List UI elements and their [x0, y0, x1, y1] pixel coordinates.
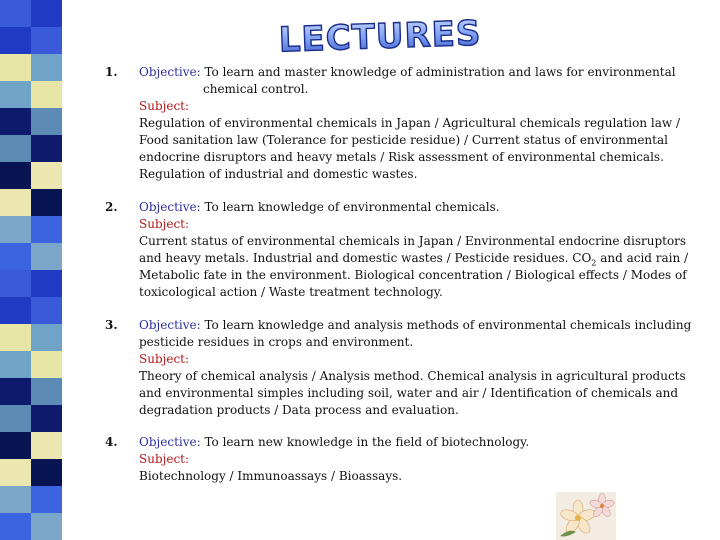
strip-cell: [31, 513, 62, 540]
subject-line-co2: [139, 250, 689, 267]
objective-label: Objective:: [139, 318, 201, 332]
objective-label: Objective:: [139, 435, 201, 449]
subject-line: and environmental simples including soil, water and air / Identification of chemicals and: [139, 386, 679, 400]
strip-cell: [31, 0, 62, 27]
strip-cell: [31, 378, 62, 405]
objective-text: To learn knowledge and analysis methods of environmental chemicals including: [204, 318, 692, 332]
strip-cell: [31, 459, 62, 486]
lecture-number: 3.: [105, 318, 118, 332]
lecture-number: 4.: [105, 435, 118, 449]
strip-cell: [0, 378, 31, 405]
strip-cell: [31, 243, 62, 270]
decorative-strip: [0, 0, 62, 540]
subject-label: Subject:: [139, 99, 190, 113]
strip-cell: [0, 432, 31, 459]
lectures-title-text: LECTURES: [278, 13, 483, 61]
strip-cell: [31, 432, 62, 459]
strip-cell: [31, 216, 62, 243]
strip-cell: [0, 243, 31, 270]
lecture-number: 1.: [105, 65, 118, 79]
strip-cell: [0, 0, 31, 27]
objective-label: Objective:: [139, 65, 201, 79]
strip-cell: [31, 297, 62, 324]
strip-cell: [0, 27, 31, 54]
strip-cell: [0, 54, 31, 81]
strip-cell: [31, 324, 62, 351]
strip-cell: [0, 405, 31, 432]
subject-label: Subject:: [139, 352, 190, 366]
strip-cell: [31, 270, 62, 297]
strip-cell: [0, 81, 31, 108]
strip-cell: [0, 270, 31, 297]
strip-cell: [31, 405, 62, 432]
strip-cell: [31, 135, 62, 162]
objective-label: Objective:: [139, 200, 201, 214]
strip-cell: [0, 216, 31, 243]
subject-line-text: and heavy metals. Industrial and domestic wastes / Pesticide residues. CO: [139, 251, 592, 265]
strip-cell: [0, 162, 31, 189]
subject-line: Regulation of environmental chemicals in Japan / Agricultural chemicals regulation law /: [139, 116, 681, 130]
strip-cell: [0, 486, 31, 513]
objective-text-cont: pesticide residues in crops and environment.: [139, 335, 414, 349]
objective-text-cont: chemical control.: [203, 82, 309, 96]
strip-cell: [0, 513, 31, 540]
subject-line-tail: and acid rain /: [596, 251, 689, 265]
co2-subscript: 2: [591, 258, 597, 268]
subject-line: endocrine disruptors and heavy metals / Risk assessment of environmental chemicals.: [139, 150, 664, 164]
strip-cell: [31, 54, 62, 81]
strip-cell: [31, 351, 62, 378]
objective-text: To learn and master knowledge of administration and laws for environmental: [204, 65, 676, 79]
strip-cell: [0, 324, 31, 351]
strip-cell: [31, 189, 62, 216]
strip-cell: [31, 81, 62, 108]
strip-cell: [31, 162, 62, 189]
subject-line: Regulation of industrial and domestic wastes.: [139, 167, 418, 181]
subject-line: toxicological action / Waste treatment technology.: [139, 285, 443, 299]
subject-label: Subject:: [139, 452, 190, 466]
lectures-title: [278, 4, 483, 61]
subject-line: degradation products / Data process and evaluation.: [139, 403, 459, 417]
strip-cell: [0, 108, 31, 135]
subject-line: Theory of chemical analysis / Analysis method. Chemical analysis in agricultural products: [139, 369, 686, 383]
subject-label: Subject:: [139, 217, 190, 231]
subject-line: Biotechnology / Immunoassays / Bioassays.: [139, 469, 403, 483]
strip-cell: [31, 108, 62, 135]
strip-cell: [0, 189, 31, 216]
lecture-number: 2.: [105, 200, 118, 214]
subject-line: Metabolic fate in the environment. Biological concentration / Biological effects / Modes of: [139, 268, 687, 282]
flower-image: [556, 492, 616, 540]
strip-cell: [0, 459, 31, 486]
strip-cell: [31, 27, 62, 54]
strip-cell: [0, 351, 31, 378]
strip-cell: [31, 486, 62, 513]
strip-cell: [0, 135, 31, 162]
strip-cell: [0, 297, 31, 324]
objective-text: To learn knowledge of environmental chemicals.: [204, 200, 500, 214]
subject-line: Current status of environmental chemicals in Japan / Environmental endocrine disruptors: [139, 234, 687, 248]
subject-line: Food sanitation law (Tolerance for pesticide residue) / Current status of environmental: [139, 133, 668, 147]
objective-text: To learn new knowledge in the field of biotechnology.: [204, 435, 530, 449]
